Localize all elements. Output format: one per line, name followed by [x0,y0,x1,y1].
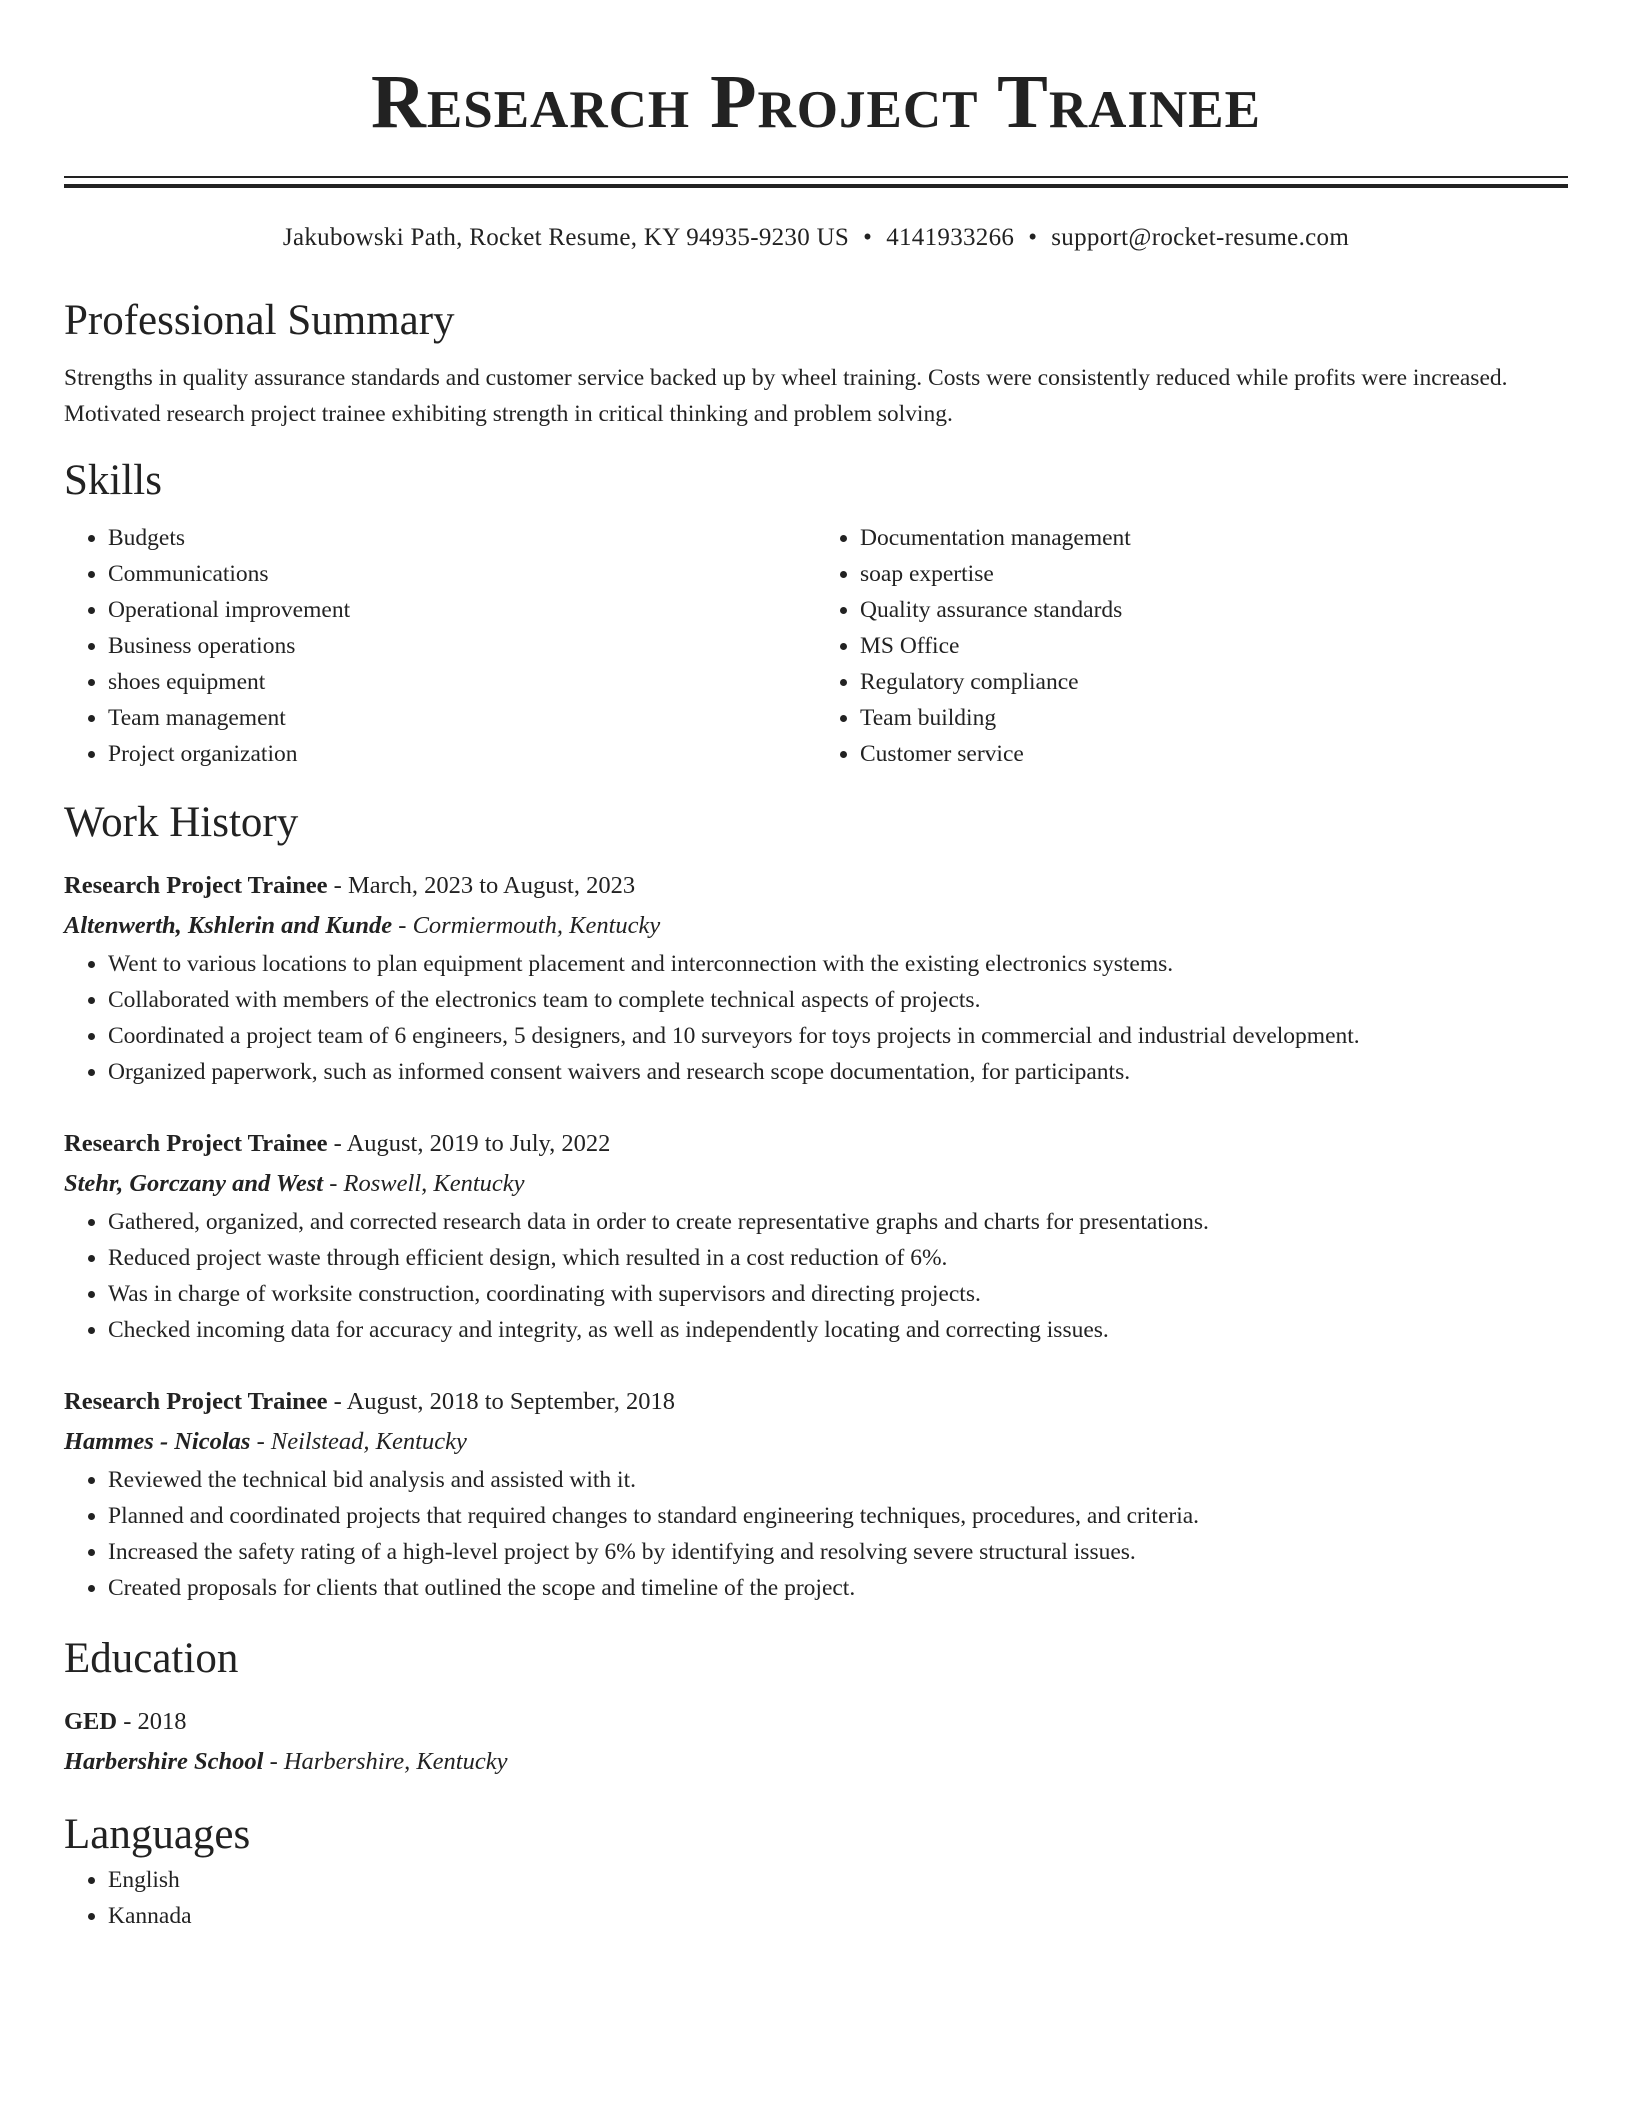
skill-item: • Documentation management [860,520,1568,556]
job-bullet: • Increased the safety rating of a high-level project by 6% by identifying and resolving severe structural issues. [108,1534,1568,1570]
skills-columns [64,520,1568,772]
job-role: Research Project Trainee [64,1388,328,1415]
job-dates: August, 2018 to September, 2018 [346,1388,675,1415]
skill-item: • Budgets [108,520,816,556]
job-bullet: • Reviewed the technical bid analysis and assisted with it. [108,1462,1568,1498]
language-item: • English [108,1862,1568,1898]
job-header: Research Project Trainee - March, 2023 to August, 2023 [64,872,636,899]
job-bullet: • Planned and coordinated projects that required changes to standard engineering techniques, procedures, and criteria. [108,1498,1568,1534]
contact-separator: • [863,224,873,251]
job-employer: Altenwerth, Kshlerin and Kunde - Cormiermouth, Kentucky [64,912,661,939]
skill-item: • MS Office [860,628,1568,664]
job-location: Neilstead, Kentucky [270,1428,467,1455]
skill-item: • Project organization [108,736,816,772]
languages-heading: Languages [64,1811,251,1858]
job-bullet-list [64,1204,1568,1348]
education-degree: GED [64,1708,118,1735]
job-header: Research Project Trainee - August, 2018 to September, 2018 [64,1388,675,1415]
job-role: Research Project Trainee [64,1130,328,1157]
skills-list-right [816,520,1568,772]
education-heading: Education [64,1635,239,1682]
skill-item: • Operational improvement [108,592,816,628]
job-company: Hammes - Nicolas [64,1428,251,1455]
job-bullet: • Collaborated with members of the electronics team to complete technical aspects of projects. [108,982,1568,1018]
skill-item: • Regulatory compliance [860,664,1568,700]
job-bullet: • Checked incoming data for accuracy and integrity, as well as independently locating and correcting issues. [108,1312,1568,1348]
skill-item: • Business operations [108,628,816,664]
job-company: Stehr, Gorczany and West [64,1170,324,1197]
job-dates: March, 2023 to August, 2023 [347,872,636,899]
skill-item: • shoes equipment [108,664,816,700]
job-bullet: • Organized paperwork, such as informed consent waivers and research scope documentation, for participants. [108,1054,1568,1090]
contact-email: support@rocket-resume.com [1051,224,1350,251]
education-school-line: Harbershire School - Harbershire, Kentucky [64,1748,508,1775]
job-dates: August, 2019 to July, 2022 [346,1130,611,1157]
job-employer: Hammes - Nicolas - Neilstead, Kentucky [64,1428,467,1455]
language-item: • Kannada [108,1898,1568,1934]
skill-item: • soap expertise [860,556,1568,592]
job-employer: Stehr, Gorczany and West - Roswell, Kentucky [64,1170,525,1197]
summary-text: Strengths in quality assurance standards and customer service backed up by wheel training. Costs were consistently reduced while profits were increased. Motivated research project trainee exhibiting strength in critical thinking and problem solving. [64,365,1508,427]
resume-title: Research Project Trainee [371,60,1261,144]
title-divider-thin [64,176,1568,178]
skills-heading: Skills [64,457,162,504]
languages-list [64,1862,1568,1934]
job-bullet: • Went to various locations to plan equipment placement and interconnection with the existing electronics systems. [108,946,1568,982]
skill-item: • Quality assurance standards [860,592,1568,628]
job-company: Altenwerth, Kshlerin and Kunde [64,912,393,939]
job-bullet: • Was in charge of worksite construction, coordinating with supervisors and directing projects. [108,1276,1568,1312]
skill-item: • Team management [108,700,816,736]
job-role: Research Project Trainee [64,872,328,899]
education-degree-line: GED - 2018 [64,1708,187,1735]
summary-heading: Professional Summary [64,297,455,344]
skills-list-left [64,520,816,772]
job-bullet-list [64,1462,1568,1606]
skill-item: • Communications [108,556,816,592]
job-entry [64,866,1568,1090]
education-year: 2018 [137,1708,187,1735]
skill-item: • Team building [860,700,1568,736]
job-entry [64,1382,1568,1606]
job-entry [64,1124,1568,1348]
job-location: Cormiermouth, Kentucky [412,912,661,939]
skill-item: • Customer service [860,736,1568,772]
job-bullet: • Gathered, organized, and corrected research data in order to create representative graphs and charts for presentations. [108,1204,1568,1240]
title-divider-thick [64,184,1568,188]
job-header: Research Project Trainee - August, 2019 to July, 2022 [64,1130,611,1157]
job-location: Roswell, Kentucky [343,1170,525,1197]
job-bullet: • Reduced project waste through efficient design, which resulted in a cost reduction of 6%. [108,1240,1568,1276]
work-history-heading: Work History [64,799,299,846]
contact-line [64,222,1568,254]
job-bullet-list [64,946,1568,1090]
contact-phone: 4141933266 [886,224,1015,251]
education-school: Harbershire School [64,1748,264,1775]
job-bullet: • Created proposals for clients that outlined the scope and timeline of the project. [108,1570,1568,1606]
contact-address: Jakubowski Path, Rocket Resume, KY 94935-9230 US [282,224,850,251]
contact-separator: • [1028,224,1038,251]
job-bullet: • Coordinated a project team of 6 engineers, 5 designers, and 10 surveyors for toys projects in commercial and industrial development. [108,1018,1568,1054]
education-location: Harbershire, Kentucky [283,1748,508,1775]
